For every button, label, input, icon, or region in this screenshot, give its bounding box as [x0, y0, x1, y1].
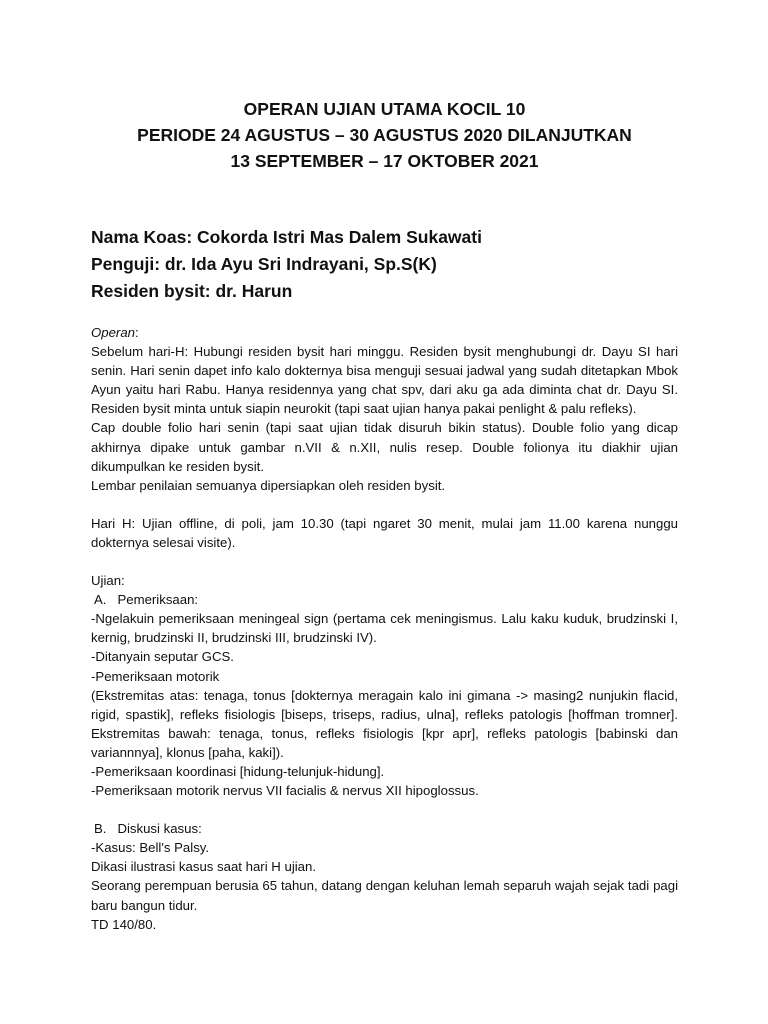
spacer — [91, 495, 678, 514]
section-a-line: -Ngelakuin pemeriksaan meningeal sign (pertama cek meningismus. Lalu kaku kuduk, brudzinski I, kernig, brudzinski II, brudzinski III, brudzinski IV). — [91, 611, 678, 646]
operan-paragraph-2: Cap double folio hari senin (tapi saat ujian tidak disuruh bikin status). Double folio yang dicap akhirnya dipake untuk gambar n.VII & n.XII, nulis resep. Double folionya itu diakhir ujian dikumpulkan ke residen bysit. — [91, 420, 678, 474]
operan-paragraph-1: Sebelum hari-H: Hubungi residen bysit hari minggu. Residen bysit menghubungi dr. Dayu SI hari senin. Hari senin dapet info kalo dokternya bisa menguji sesuai jadwal yang sudah ditetapkan Mbok Ayun yaitu hari Rabu. Hanya residennya yang chat spv, dari aku ga ada diminta chat dr. Dayu SI. Residen bysit minta untuk siapin neurokit (tapi saat ujian hanya pakai penlight & palu refleks). — [91, 344, 678, 417]
document-body — [91, 323, 678, 934]
section-b-line: -Kasus: Bell's Palsy. — [91, 840, 210, 856]
title-line-2: PERIODE 24 AGUSTUS – 30 AGUSTUS 2020 DILANJUTKAN — [137, 125, 632, 145]
section-a-line: -Pemeriksaan motorik — [91, 668, 220, 684]
section-a-line: (Ekstremitas atas: tenaga, tonus [dokternya meragain kalo ini gimana -> masing2 nunjukin flacid, rigid, spastik], refleks fisiologis [biseps, triseps, radius, ulna], refleks patologis [hoffman tromner]. Ekstremitas bawah: tenaga, tonus, refleks fisiologis [kpr apr], refleks patologis [babinski dan variannnya], klonus [paha, kaki]). — [91, 687, 678, 760]
spacer — [91, 552, 678, 571]
section-b-line: Seorang perempuan berusia 65 tahun, datang dengan keluhan lemah separuh wajah sejak tadi pagi baru bangun tidur. — [91, 878, 678, 913]
section-b-heading: B. Diskusi kasus: — [94, 821, 202, 837]
resident-name: Residen bysit: dr. Harun — [91, 281, 293, 301]
section-b-line: TD 140/80. — [91, 916, 157, 932]
section-a-line: -Pemeriksaan motorik nervus VII facialis & nervus XII hipoglossus. — [91, 783, 479, 799]
section-a-line: -Pemeriksaan koordinasi [hidung-telunjuk-hidung]. — [91, 763, 385, 779]
section-a-line: -Ditanyain seputar GCS. — [91, 649, 234, 665]
operan-paragraph-3: Lembar penilaian semuanya dipersiapkan oleh residen bysit. — [91, 477, 446, 493]
document-title — [91, 96, 678, 174]
operan-colon: : — [135, 325, 139, 340]
section-a-heading: A. Pemeriksaan: — [94, 592, 199, 608]
spacer — [91, 800, 678, 819]
hari-h-paragraph: Hari H: Ujian offline, di poli, jam 10.30 (tapi ngaret 30 menit, mulai jam 11.00 karena nunggu dokternya selesai visite). — [91, 515, 678, 550]
exam-info — [91, 224, 678, 305]
operan-heading — [91, 323, 678, 342]
ujian-label: Ujian: — [91, 573, 125, 589]
koas-name: Nama Koas: Cokorda Istri Mas Dalem Sukawati — [91, 227, 482, 247]
section-b-line: Dikasi ilustrasi kasus saat hari H ujian. — [91, 859, 317, 875]
examiner-name: Penguji: dr. Ida Ayu Sri Indrayani, Sp.S(K) — [91, 254, 437, 274]
operan-label: Operan — [91, 325, 135, 340]
title-line-1: OPERAN UJIAN UTAMA KOCIL 10 — [243, 99, 526, 119]
title-line-3: 13 SEPTEMBER – 17 OKTOBER 2021 — [230, 151, 539, 171]
